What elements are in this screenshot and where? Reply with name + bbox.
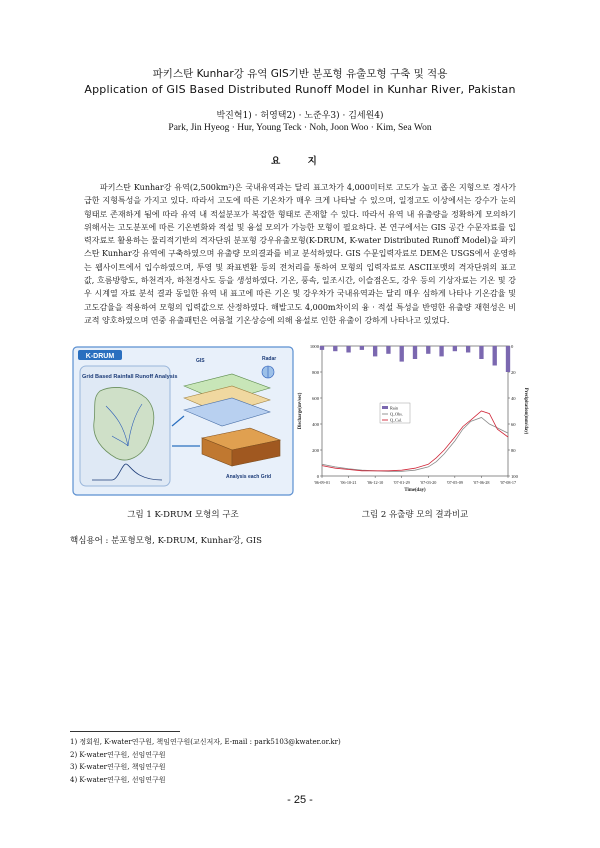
label-gis: GIS xyxy=(196,358,205,364)
footnote-4: 4) K-water연구원, 선임연구원 xyxy=(70,775,166,784)
y-tick-label: 200 xyxy=(312,447,319,453)
abstract-heading: 요 지 xyxy=(271,156,329,167)
plot-area xyxy=(322,346,508,476)
y-tick-label: 1000 xyxy=(309,343,319,349)
rain-bar xyxy=(333,346,337,351)
footnote-rule xyxy=(70,731,180,732)
rain-bar xyxy=(346,346,350,353)
y2-tick-label: 0 xyxy=(511,343,514,349)
radar-icon xyxy=(262,366,274,378)
x-tick-label: '07-01-29 xyxy=(393,480,410,485)
paper-title-korean: 파키스탄 Kunhar강 유역 GIS기반 분포형 유출모형 구축 및 적용 xyxy=(152,68,448,80)
keywords: 핵심용어 : 분포형모형, K-DRUM, Kunhar강, GIS xyxy=(70,536,262,546)
rain-bar xyxy=(439,346,443,356)
rain-bar xyxy=(466,346,470,353)
legend-swatch xyxy=(382,406,388,409)
y2-tick-label: 80 xyxy=(511,447,516,453)
y-axis-label: Discharge(m³/sec) xyxy=(298,392,303,430)
y2-axis-label: Precipitation(mm/day) xyxy=(523,387,528,435)
panel-title: Grid Based Rainfall Runoff Analysis xyxy=(82,374,178,380)
label-radar: Radar xyxy=(262,356,277,362)
footnotes xyxy=(70,736,341,786)
legend-label: Q_Obs. xyxy=(390,411,403,417)
svg-text:K-DRUM: K-DRUM xyxy=(85,353,115,360)
footnote-2: 2) K-water연구원, 선임연구원 xyxy=(70,750,166,759)
y-tick-label: 600 xyxy=(312,395,319,401)
x-tick-label: '07-03-20 xyxy=(420,480,437,485)
page-number: - 25 - xyxy=(287,794,313,806)
rain-bar xyxy=(413,346,417,359)
y-tick-label: 800 xyxy=(312,369,319,375)
y-tick-label: 0 xyxy=(316,473,319,479)
y2-tick-label: 40 xyxy=(511,395,516,401)
label-analysis-each-grid: Analysis each Grid xyxy=(226,474,272,480)
x-tick-label: '07-08-17 xyxy=(499,480,517,485)
rain-bar xyxy=(373,346,377,356)
rain-bar xyxy=(479,346,483,359)
rain-bar xyxy=(386,346,390,354)
rain-bar xyxy=(493,346,497,366)
figure-1-caption: 그림 1 K-DRUM 모형의 구조 xyxy=(127,510,239,520)
y-tick-label: 400 xyxy=(312,421,319,427)
authors-korean: 박진혁1) · 허영택2) · 노준우3) · 김세원4) xyxy=(216,111,384,121)
rain-bar xyxy=(453,346,457,351)
x-tick-label: '06-09-01 xyxy=(313,480,331,485)
figure-2-runoff-chart xyxy=(296,340,530,504)
rain-bar xyxy=(506,346,510,372)
kdrum-badge xyxy=(78,350,122,360)
authors-english: Park, Jin Hyeog · Hur, Young Teck · Noh, Joon Woo · Kim, Sea Won xyxy=(168,123,432,133)
y2-tick-label: 100 xyxy=(511,473,518,479)
figure-1-kdrum-structure xyxy=(72,346,294,496)
rain-bar xyxy=(320,346,324,350)
footnote-3: 3) K-water연구원, 책임연구원 xyxy=(70,763,166,771)
figure-2-caption: 그림 2 유출량 모의 결과비교 xyxy=(361,510,469,520)
x-tick-label: '07-05-09 xyxy=(446,480,463,485)
rain-bar xyxy=(426,346,430,354)
paper-title-english: Application of GIS Based Distributed Runoff Model in Kunhar River, Pakistan xyxy=(84,83,516,96)
legend-label: Rain xyxy=(390,405,398,411)
y2-tick-label: 60 xyxy=(511,421,516,427)
x-tick-label: '07-06-28 xyxy=(473,480,490,485)
rain-bar xyxy=(360,346,364,350)
legend-label: Q_Cal. xyxy=(390,417,402,423)
y2-tick-label: 20 xyxy=(511,369,516,375)
rain-bar xyxy=(400,346,404,362)
x-axis-label: Time(day) xyxy=(404,488,426,493)
x-tick-label: '06-12-10 xyxy=(367,480,384,485)
x-tick-label: '06-10-21 xyxy=(340,480,357,485)
abstract-body: 파키스탄 Kunhar강 유역(2,500km²)은 국내유역과는 달리 표고차가 4,000미터로 고도가 높고 좁은 지형으로 경사가 급한 지형특성을 가지고 있다. 따라서 고도에 따른 기온차가 매우 크게 나타날 수 있으며, 일정고도 이상에서는 강수가 눈의 형태로 존재하게 됨에 따라 유역 내 적설분포가 복잡한 형태로 존재할 수 있다. 따라서 유역 내 유출량을 정확하게 모의하기 위해서는 고도분포에 따른 기온변화와 적설 및 융설 모의가 가능한 모형이 필요하다. 본 연구에서는 GIS 공간 수문자료를 입력자료로 활용하는 물리적기반의 격자단위 분포형 강우유출모형(K-DRUM, K-water Distributed Runoff Model)을 파키스탄 Kunhar강 유역에 구축하였으며 유출량 모의결과를 비교 분석하였다. GIS 수문입력자료로 DEM은 USGS에서 운영하는 웹사이트에서 입수하였으며, 투영 및 좌표변환 등의 전처리를 통하여 모형의 입력자료로 ASCII포맷의 격자단위의 표고값, 흐름방향도, 하천격자, 하천경사도 등을 생성하였다. 기온, 풍속, 일조시간, 이슬점온도, 강우 등의 기상자료는 기온 및 강우 시계열 자료 분석 결과 동일한 유역 내 표고에 따른 기온 및 강우차가 국내유역과는 달리 매우 심하게 나타나 기온감율 및 고도감율을 적용하여 모형의 입력값으로 산정하였다. 해발고도 4,000m차이의 융 · 적설 특성을 반영한 유출량 재현성은 비교적 양호하였으며 연중 유출패턴은 여름철 기온상승에 의해 융설로 인한 유출이 강하게 나타나고 있었다. xyxy=(84,183,516,325)
footnote-1: 1) 정회원, K-water연구원, 책임연구원(교신저자, E-mail : park5103@kwater.or.kr) xyxy=(70,738,341,746)
